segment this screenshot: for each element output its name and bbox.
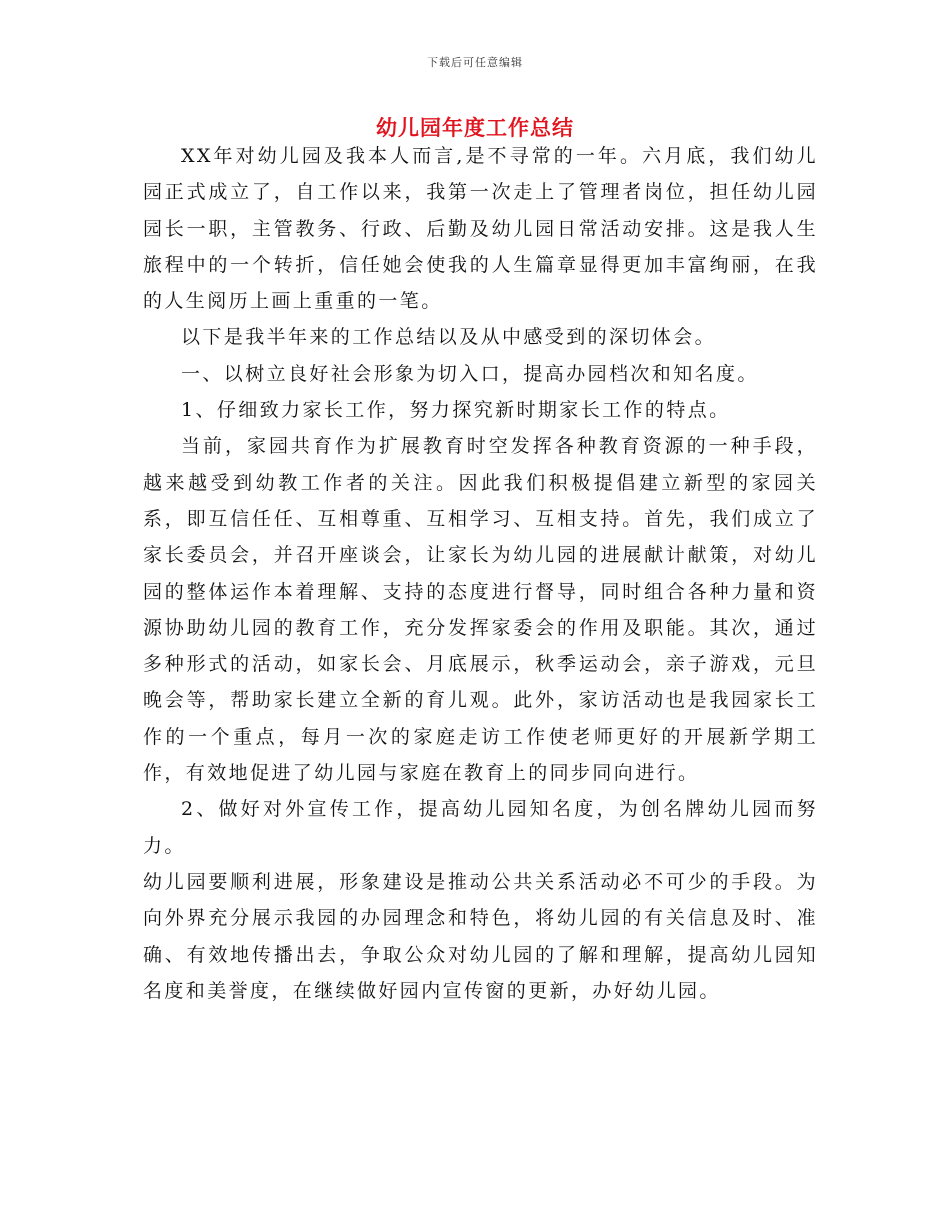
paragraph-summary-intro: 以下是我半年来的工作总结以及从中感受到的深切体会。 bbox=[181, 326, 717, 349]
paragraph-parent-work: 当前，家园共育作为扩展教育时空发挥各种教育资源的一种手段，越来越受到幼教工作者的关注。因此我们积极提倡建立新型的家园关系，即互信任任、互相尊重、互相学习、互相支持。首先，我们成立了家长委员会，并召开座谈会，让家长为幼儿园的进展献计献策，对幼儿园的整体运作本着理解、支持的态度进行督导，同时组合各种力量和资源协助幼儿园的教育工作，充分发挥家委会的作用及职能。其次，通过多种形式的活动，如家长会、月底展示，秋季运动会，亲子游戏，元旦晚会等，帮助家长建立全新的育儿观。此外，家访活动也是我园家长工作的一个重点，每月一次的家庭走访工作使老师更好的开展新学期工作，有效地促进了幼儿园与家庭在教育上的同步同向进行。 bbox=[143, 435, 818, 785]
section-heading-1: 一、以树立良好社会形象为切入口，提高办园档次和知名度。 bbox=[181, 362, 759, 385]
subsection-heading-2: 2、做好对外宣传工作，提高幼儿园知名度，为创名牌幼儿园而努力。 bbox=[143, 798, 818, 857]
document-body bbox=[143, 138, 818, 1009]
paragraph-publicity: 幼儿园要顺利进展，形象建设是推动公共关系活动必不可少的手段。为向外界充分展示我园的办园理念和特色，将幼儿园的有关信息及时、准确、有效地传播出去，争取公众对幼儿园的了解和理解，提高幼儿园知名度和美誉度，在继续做好园内宣传窗的更新，办好幼儿园。 bbox=[143, 870, 818, 1002]
subsection-heading-1: 1、仔细致力家长工作，努力探究新时期家长工作的特点。 bbox=[181, 399, 731, 422]
header-note: 下载后可任意编辑 bbox=[427, 56, 523, 69]
document-title: 幼儿园年度工作总结 bbox=[376, 116, 574, 140]
paragraph-intro: XX年对幼儿园及我本人而言,是不寻常的一年。六月底，我们幼儿园正式成立了，自工作以来，我第一次走上了管理者岗位，担任幼儿园园长一职，主管教务、行政、后勤及幼儿园日常活动安排。这是我人生旅程中的一个转折，信任她会使我的人生篇章显得更加丰富绚丽，在我的人生阅历上画上重重的一笔。 bbox=[143, 145, 818, 313]
